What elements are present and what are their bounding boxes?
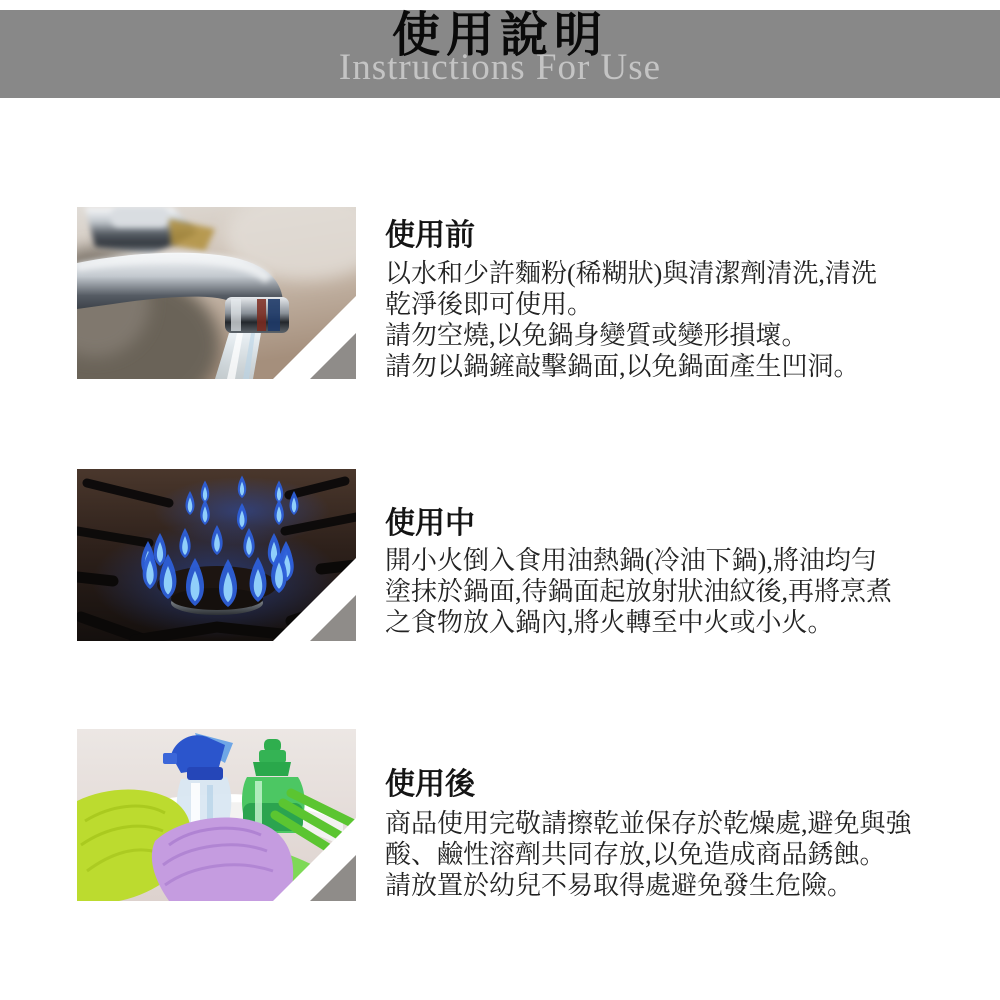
header-title-chinese: 使用說明 [391,9,608,62]
header-title-english: Instructions For Use [338,47,662,88]
text-line: 請勿以鍋鏟敲擊鍋面,以免鍋面產生凹洞。 [385,352,860,381]
text-line: 商品使用完敬請擦乾並保存於乾燥處,避免與強 [385,809,912,838]
during-use-photo [77,469,356,641]
text-line: 酸、鹼性溶劑共同存放,以免造成商品銹蝕。 [385,840,886,869]
section-text-before-use [385,258,950,382]
cleaning-supplies-illustration [77,729,356,901]
text-line: 請放置於幼兒不易取得處避免發生危險。 [385,871,854,900]
before-use-photo [77,207,356,379]
section-heading-during-use: 使用中 [385,507,475,540]
text-line: 以水和少許麵粉(稀糊狀)與清潔劑清洗,清洗 [385,259,877,288]
faucet-illustration [77,207,356,379]
section-text-after-use [385,808,950,901]
text-line: 開小火倒入食用油熱鍋(冷油下鍋),將油均勻 [385,546,877,575]
section-heading-after-use: 使用後 [385,768,475,801]
section-heading-before-use: 使用前 [385,219,475,252]
text-line: 塗抹於鍋面,待鍋面起放射狀油紋後,再將烹煮 [385,577,893,606]
text-line: 請勿空燒,以免鍋身變質或變形損壞。 [385,321,808,350]
section-text-during-use [385,545,950,638]
gas-stove-illustration [77,469,356,641]
text-line: 之食物放入鍋內,將火轉至中火或小火。 [385,608,834,637]
text-line: 乾淨後即可使用。 [385,290,594,319]
after-use-photo [77,729,356,901]
